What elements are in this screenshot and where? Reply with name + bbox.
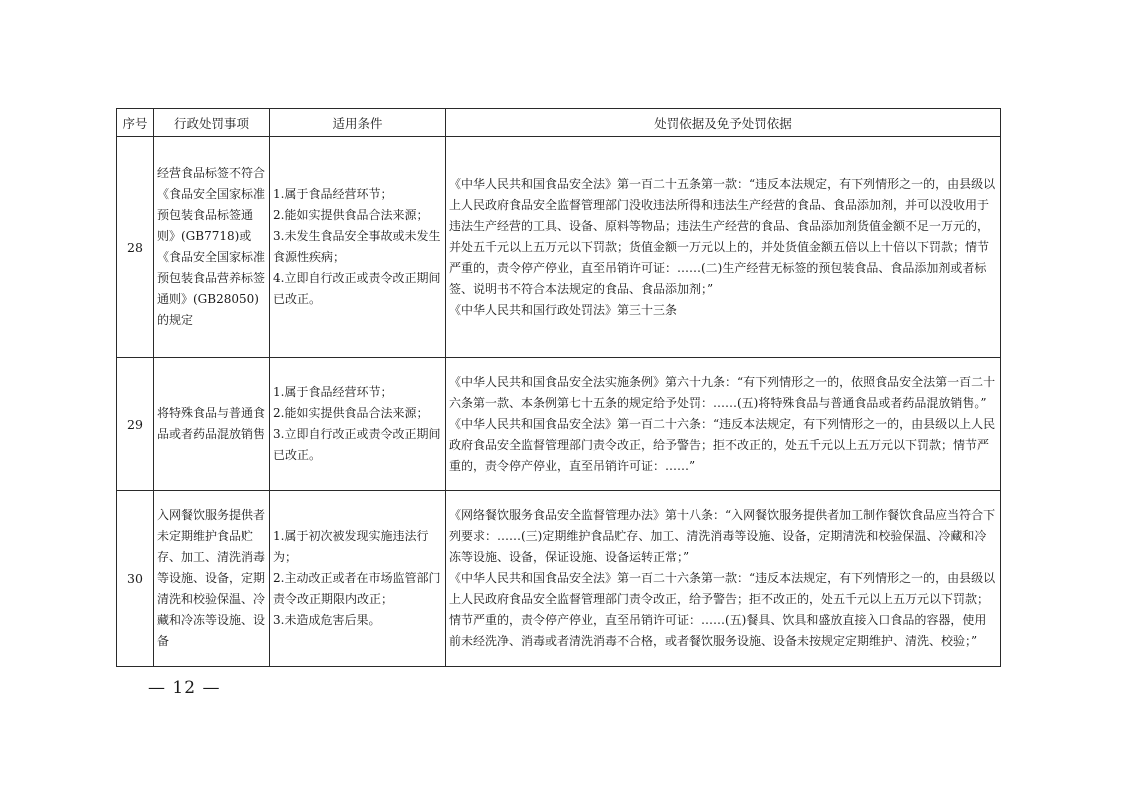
row-number: 28 (117, 137, 154, 358)
row-number: 30 (117, 491, 154, 667)
condition-line: 1.属于初次被发现实施违法行为； (273, 529, 429, 564)
header-number: 序号 (117, 109, 154, 137)
conditions (270, 491, 446, 667)
condition-line: 2.能如实提供食品合法来源； (273, 208, 429, 222)
condition-line: 1.属于食品经营环节； (273, 385, 393, 399)
condition-line: 3.未造成危害后果。 (273, 613, 381, 627)
penalty-item: 经营食品标签不符合《食品安全国家标准预包装食品标签通则》(GB7718)或《食品安全国家标准预包装食品营养标签通则》(GB28050)的规定 (154, 137, 270, 358)
basis-paragraph: 《中华人民共和国食品安全法》第一百二十六条：“违反本法规定，有下列情形之一的，由县级以上人民政府食品安全监督管理部门责令改正，给予警告；拒不改正的，处五千元以上五万元以下罚款；情节严重的，责令停产停业，直至吊销许可证：……” (449, 416, 996, 473)
row-number: 29 (117, 358, 154, 491)
penalty-basis (446, 491, 1001, 667)
basis-paragraph: 《中华人民共和国行政处罚法》第三十三条 (449, 302, 678, 317)
conditions (270, 358, 446, 491)
condition-line: 3.立即自行改正或责令改正期间已改正。 (273, 427, 441, 462)
condition-line: 2.主动改正或者在市场监管部门责令改正期限内改正； (273, 571, 441, 606)
basis-paragraph: 《网络餐饮服务食品安全监督管理办法》第十八条：“入网餐饮服务提供者加工制作餐饮食品应当符合下列要求：……(三)定期维护食品贮存、加工、清洗消毒等设施、设备，定期清洗和校验保温、冷藏和冷冻等设施、设备，保证设施、设备运转正常；” (449, 508, 996, 564)
penalty-item: 入网餐饮服务提供者未定期维护食品贮存、加工、清洗消毒等设施、设备，定期清洗和校验保温、冷藏和冷冻等设施、设备 (154, 491, 270, 667)
condition-line: 3.未发生食品安全事故或未发生食源性疾病； (273, 229, 441, 264)
penalty-basis (446, 137, 1001, 358)
condition-line: 1.属于食品经营环节； (273, 187, 393, 201)
basis-paragraph: 《中华人民共和国食品安全法》第一百二十五条第一款：“违反本法规定，有下列情形之一的，由县级以上人民政府食品安全监督管理部门没收违法所得和违法生产经营的食品、食品添加剂，并可以没收用于违法生产经营的工具、设备、原料等物品；违法生产经营的食品、食品添加剂货值金额不足一万元的，并处五千元以上五万元以下罚款；货值金额一万元以上的，并处货值金额五倍以上十倍以下罚款；情节严重的，责令停产停业，直至吊销许可证：……(二)生产经营无标签的预包装食品、食品添加剂或者标签、说明书不符合本法规定的食品、食品添加剂；” (449, 176, 996, 296)
penalty-table (116, 108, 1001, 667)
header-basis: 处罚依据及免予处罚依据 (446, 109, 1001, 137)
header-penalty-item: 行政处罚事项 (154, 109, 270, 137)
basis-paragraph: 《中华人民共和国食品安全法》第一百二十六条第一款：“违反本法规定，有下列情形之一的，由县级以上人民政府食品安全监督管理部门责令改正，给予警告；拒不改正的，处五千元以上五万元以下罚款；情节严重的，责令停产停业，直至吊销许可证：……(五)餐具、饮具和盛放直接入口食品的容器，使用前未经洗净、消毒或者清洗消毒不合格，或者餐饮服务设施、设备未按规定定期维护、清洗、校验；” (449, 571, 996, 648)
header-conditions: 适用条件 (270, 109, 446, 137)
table-row (117, 358, 1001, 491)
table-row (117, 137, 1001, 358)
table-header-row (117, 109, 1001, 137)
condition-line: 4.立即自行改正或责令改正期间已改正。 (273, 271, 441, 306)
condition-line: 2.能如实提供食品合法来源； (273, 406, 429, 420)
penalty-item: 将特殊食品与普通食品或者药品混放销售 (154, 358, 270, 491)
page-number: — 12 — (148, 678, 221, 698)
penalty-basis (446, 358, 1001, 491)
table-row (117, 491, 1001, 667)
conditions (270, 137, 446, 358)
basis-paragraph: 《中华人民共和国食品安全法实施条例》第六十九条：“有下列情形之一的，依照食品安全法第一百二十六条第一款、本条例第七十五条的规定给予处罚：……(五)将特殊食品与普通食品或者药品混放销售。” (449, 374, 996, 410)
